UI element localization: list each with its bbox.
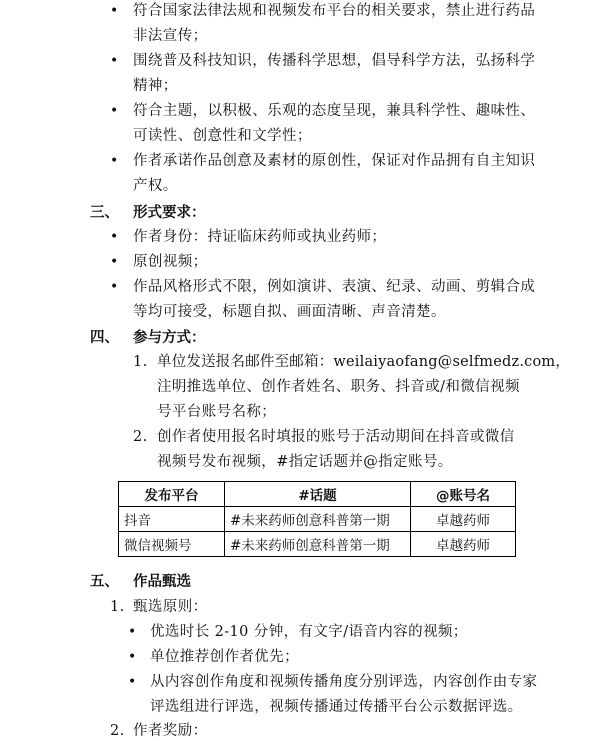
table-cell: #未来药师创意科普第一期 xyxy=(225,532,411,557)
list-number: 2. xyxy=(110,723,125,739)
list-number: 2. xyxy=(133,429,148,445)
text-line: 评选组进行评选，视频传播通过传播平台公示数据评选。 xyxy=(150,699,523,715)
text-line: 围绕普及科技知识，传播科学思想，倡导科学方法，弘扬科学 xyxy=(133,53,536,69)
text-line: 非法宣传； xyxy=(133,28,208,44)
bullet-dot: • xyxy=(110,279,119,295)
table-header-cell: @账号名 xyxy=(411,482,516,507)
bullet-dot: • xyxy=(110,229,119,245)
text-line: 视频号发布视频，#指定话题并@指定账号。 xyxy=(157,454,453,470)
text-line: 可读性、创意性和文学性； xyxy=(133,128,312,144)
list-number: 1. xyxy=(133,354,148,370)
text-line: 等均可接受，标题自拟、画面清晰、声音清楚。 xyxy=(133,304,446,320)
table-cell: 卓越药师 xyxy=(411,532,516,557)
text-line: 从内容创作角度和视频传播角度分别评选，内容创作由专家 xyxy=(150,674,538,690)
table-header-row xyxy=(119,482,516,507)
text-line: 注明推选单位、创作者姓名、职务、抖音或/和微信视频 xyxy=(157,379,520,395)
bullet-dot: • xyxy=(110,3,119,19)
text-line: 号平台账号名称； xyxy=(157,404,277,420)
text-line: 优选时长 2-10 分钟，有文字/语音内容的视频； xyxy=(150,624,468,640)
section-number: 四、 xyxy=(90,330,119,346)
section-title: 形式要求： xyxy=(133,205,206,221)
bullet-dot: • xyxy=(128,624,137,640)
table-cell: 抖音 xyxy=(119,507,225,532)
text-line: 创作者使用报名时填报的账号于活动期间在抖音或微信 xyxy=(157,429,515,445)
text-line: 作者承诺作品创意及素材的原创性，保证对作品拥有自主知识 xyxy=(133,153,536,169)
platform-table xyxy=(118,481,516,557)
section-title: 参与方式： xyxy=(133,330,206,346)
text-line: 精神； xyxy=(133,78,178,94)
text-line: 单位推荐创作者优先； xyxy=(150,649,299,665)
section-title: 作品甄选 xyxy=(133,574,191,590)
text-line: 原创视频； xyxy=(133,254,208,270)
bullet-dot: • xyxy=(110,153,119,169)
table-row xyxy=(119,532,516,557)
table-header-cell: #话题 xyxy=(225,482,411,507)
text-line: 产权。 xyxy=(133,178,178,194)
bullet-dot: • xyxy=(110,53,119,69)
table-cell: 微信视频号 xyxy=(119,532,225,557)
text-line: 作者身份：持证临床药师或执业药师； xyxy=(133,229,387,245)
bullet-dot: • xyxy=(128,649,137,665)
text-line: 符合主题，以积极、乐观的态度呈现，兼具科学性、趣味性、 xyxy=(133,103,536,119)
bullet-dot: • xyxy=(110,254,119,270)
section-number: 三、 xyxy=(90,205,119,221)
table-row xyxy=(119,507,516,532)
text-line: 单位发送报名邮件至邮箱：weilaiyaofang@selfmedz.com， xyxy=(157,354,571,370)
section-number: 五、 xyxy=(90,574,119,590)
table-cell: 卓越药师 xyxy=(411,507,516,532)
bullet-dot: • xyxy=(110,103,119,119)
text-line: 作品风格形式不限，例如演讲、表演、纪录、动画、剪辑合成 xyxy=(133,279,536,295)
table-header-cell: 发布平台 xyxy=(119,482,225,507)
text-line: 符合国家法律法规和视频发布平台的相关要求，禁止进行药品 xyxy=(133,3,536,19)
table-cell: #未来药师创意科普第一期 xyxy=(225,507,411,532)
list-number: 1. xyxy=(110,599,125,615)
list-label: 甄选原则： xyxy=(133,599,208,615)
bullet-dot: • xyxy=(128,674,137,690)
list-label: 作者奖励： xyxy=(133,723,208,739)
